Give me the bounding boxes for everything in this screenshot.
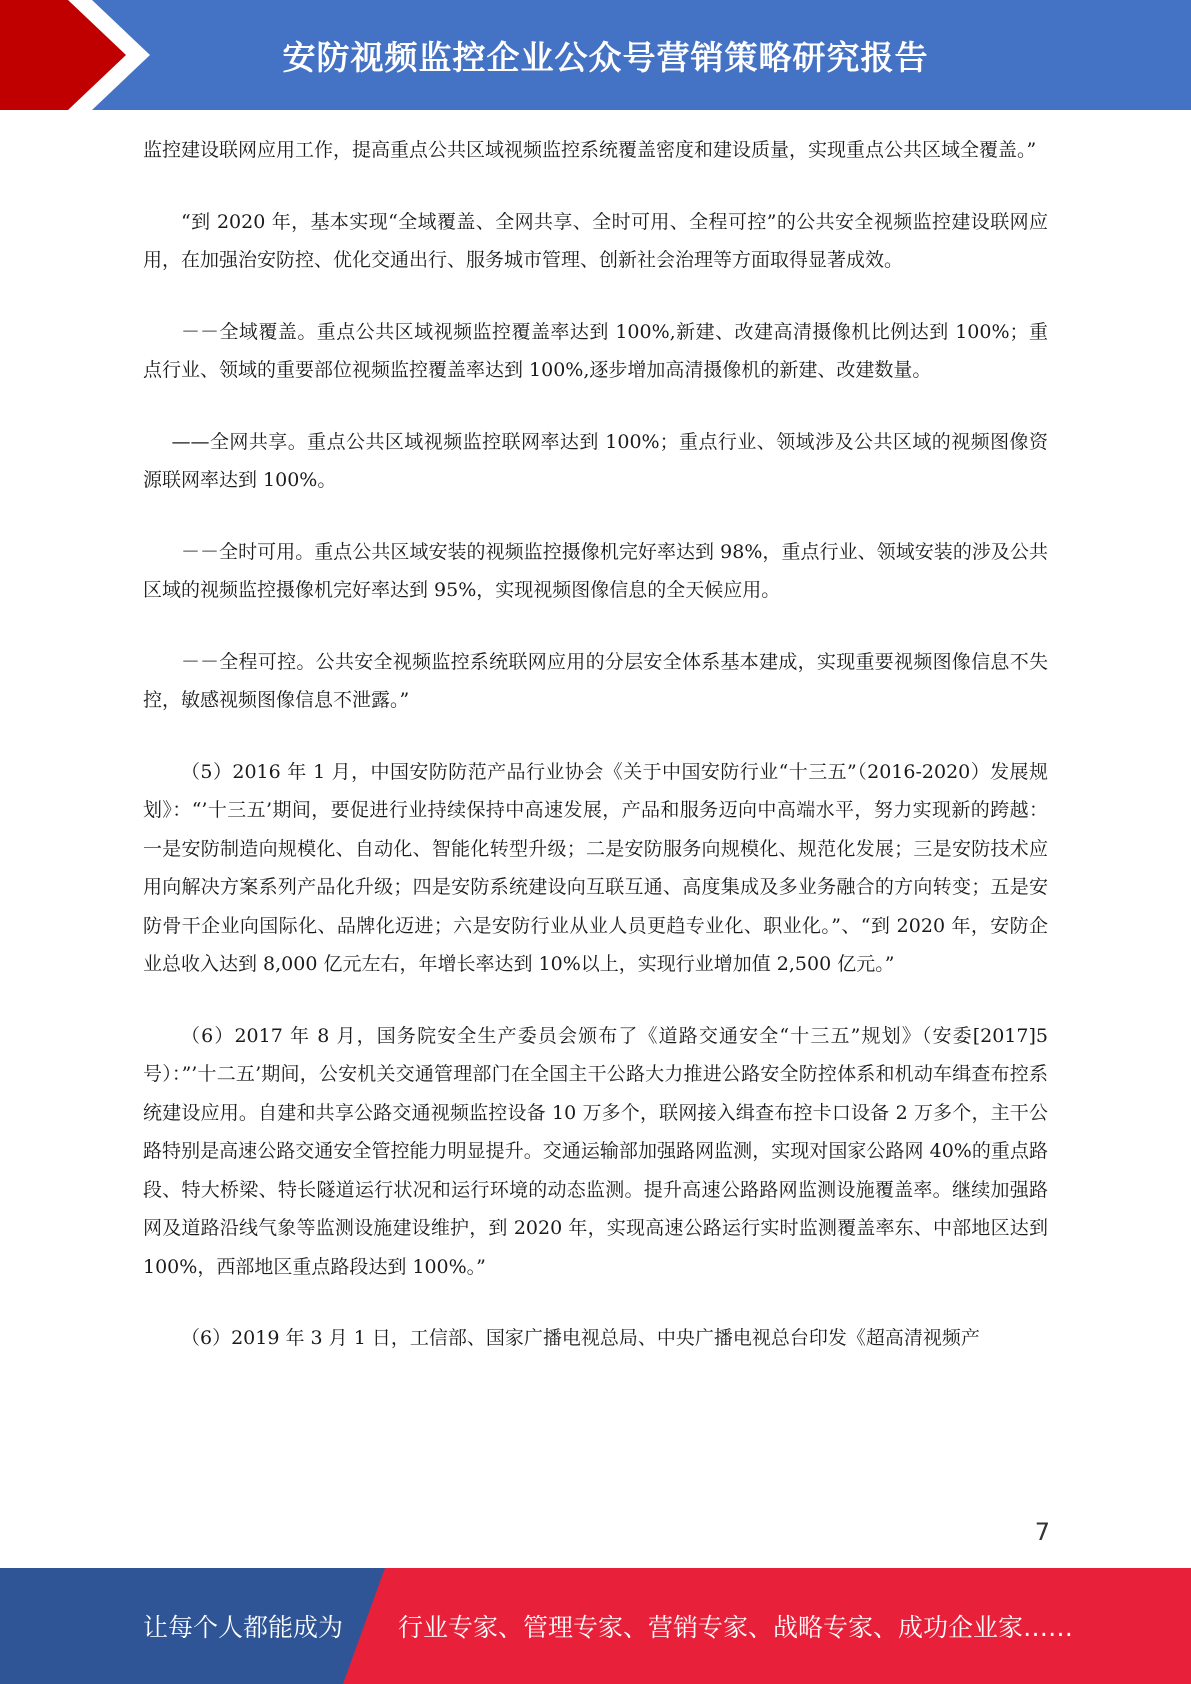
report-title: 安防视频监控企业公众号营销策略研究报告 [282,37,929,77]
paragraph: －－全时可用。重点公共区域安装的视频监控摄像机完好率达到 98%，重点行业、领域安装的涉及公共区域的视频监控摄像机完好率达到 95%，实现视频图像信息的全天候应用。 [143,540,1048,601]
paragraph: ——全网共享。重点公共区域视频监控联网率达到 100%；重点行业、领域涉及公共区域的视频图像资源联网率达到 100%。 [143,430,1048,491]
document-body [143,131,1048,1391]
paragraph: 监控建设联网应用工作，提高重点公共区域视频监控系统覆盖密度和建设质量，实现重点公共区域全覆盖。” [143,139,1037,161]
footer-slogan-left: 让每个人都能成为 [143,1613,344,1642]
page-footer [0,1568,1191,1684]
page-header [0,0,1191,110]
footer-slogan-right: 行业专家、管理专家、营销专家、战略专家、成功企业家…… [398,1613,1074,1642]
paragraph: （5）2016 年 1 月，中国安防防范产品行业协会《关于中国安防行业“十三五”（2016-2020）发展规划》：“’十三五’期间，要促进行业持续保持中高速发展，产品和服务迈向中高端水平，努力实现新的跨越：一是安防制造向规模化、自动化、智能化转型升级；二是安防服务向规模化、规范化发展；三是安防技术应用向解决方案系列产品化升级；四是安防系统建设向互联互通、高度集成及多业务融合的方向转变；五是安防骨干企业向国际化、品牌化迈进；六是安防行业从业人员更趋专业化、职业化。”、“到 2020 年，安防企业总收入达到 8,000 亿元左右，年增长率达到 10%以上，实现行业增加值 2,500 亿元。” [143,760,1048,975]
paragraph: “到 2020 年，基本实现“全域覆盖、全网共享、全时可用、全程可控”的公共安全视频监控建设联网应用，在加强治安防控、优化交通出行、服务城市管理、创新社会治理等方面取得显著成效。 [143,210,1048,271]
paragraph: －－全域覆盖。重点公共区域视频监控覆盖率达到 100%,新建、改建高清摄像机比例达到 100%；重点行业、领域的重要部位视频监控覆盖率达到 100%,逐步增加高清摄像机的新建、改建数量。 [143,320,1048,381]
paragraph: （6）2019 年 3 月 1 日，工信部、国家广播电视总局、中央广播电视总台印发《超高清视频产 [181,1327,980,1349]
paragraph: （6）2017 年 8 月，国务院安全生产委员会颁布了《道路交通安全“十三五”规划》（安委[2017]5 号）：”’十二五’期间，公安机关交通管理部门在全国主干公路大力推进公路安全防控体系和机动车缉查布控系统建设应用。自建和共享公路交通视频监控设备 10 万多个，联网接入缉查布控卡口设备 2 万多个，主干公路特别是高速公路交通安全管控能力明显提升。交通运输部加强路网监测，实现对国家公路网 40%的重点路段、特大桥梁、特长隧道运行状况和运行环境的动态监测。提升高速公路路网监测设施覆盖率。继续加强路网及道路沿线气象等监测设施建设维护，到 2020 年，实现高速公路运行实时监测覆盖率东、中部地区达到 100%，西部地区重点路段达到 100%。” [143,1024,1048,1278]
paragraph: －－全程可控。公共安全视频监控系统联网应用的分层安全体系基本建成，实现重要视频图像信息不失控，敏感视频图像信息不泄露。” [143,650,1048,711]
page-number: 7 [1034,1518,1050,1546]
